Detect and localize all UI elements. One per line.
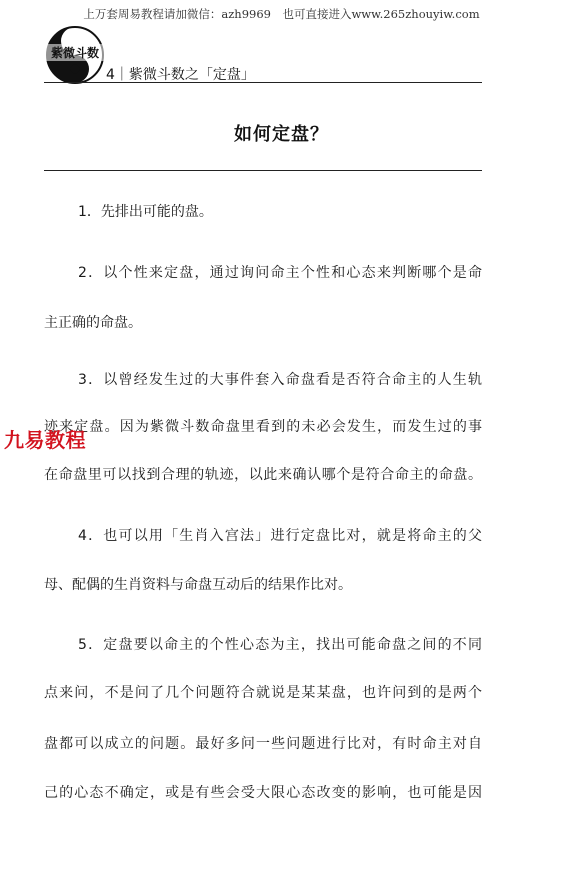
item-5-line-2: 点来问，不是问了几个问题符合就说是某某盘，也许问到的是两个 <box>44 685 482 701</box>
item-4-line-1: 4．也可以用「生肖入宫法」进行定盘比对，就是将命主的父 <box>78 528 482 544</box>
item-5-line-3: 盘都可以成立的问题。最好多问一些问题进行比对，有时命主对自 <box>44 736 482 752</box>
item-5-line-4: 己的心态不确定，或是有些会受大限心态改变的影响，也可能是因 <box>44 785 482 801</box>
item-5-line-1: 5．定盘要以命主的个性心态为主，找出可能命盘之间的不同 <box>78 637 482 653</box>
header-divider <box>44 82 482 83</box>
running-header: 4｜紫微斗数之「定盘」 <box>106 67 255 83</box>
page-title: 如何定盘？ <box>234 124 329 145</box>
item-3-line-3: 在命盘里可以找到合理的轨迹，以此来确认哪个是符合命主的命盘。 <box>44 467 482 483</box>
item-3-line-2: 迹来定盘。因为紫微斗数命盘里看到的未必会发生，而发生过的事 <box>44 419 482 435</box>
item-4-line-2: 母、配偶的生肖资料与命盘互动后的结果作比对。 <box>44 577 352 593</box>
title-divider <box>44 170 482 171</box>
taiji-logo <box>44 25 106 85</box>
logo-text: 紫微斗数 <box>50 46 100 60</box>
watermark-stamp: 九易教程 <box>4 428 86 452</box>
item-2-line-1: 2．以个性来定盘，通过询问命主个性和心态来判断哪个是命 <box>78 265 482 281</box>
item-2-line-2: 主正确的命盘。 <box>44 315 142 331</box>
top-banner: 上万套周易教程请加微信：azh9969 也可直接进入www.265zhouyiw.com <box>83 7 480 21</box>
item-1-line-1: 1．先排出可能的盘。 <box>78 204 213 220</box>
item-3-line-1: 3．以曾经发生过的大事件套入命盘看是否符合命主的人生轨 <box>78 372 482 388</box>
